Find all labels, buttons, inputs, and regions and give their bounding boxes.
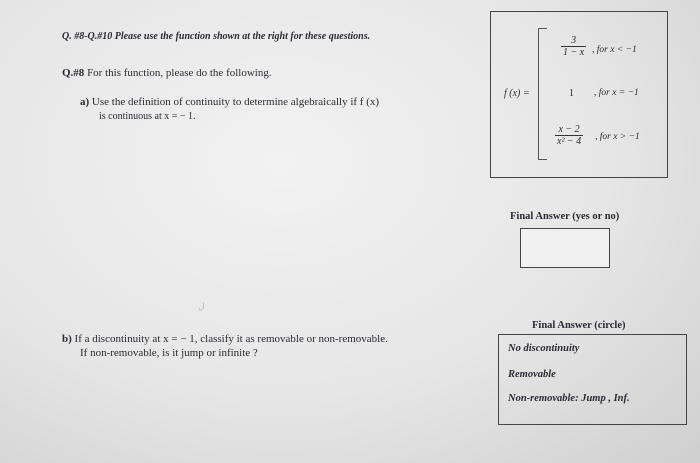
option-no-discontinuity[interactable]: No discontinuity [508, 343, 580, 354]
part-a-label: a) [80, 96, 90, 108]
piece-3-numerator: x − 2 [555, 124, 583, 136]
final-answer-2-box [498, 334, 687, 425]
piece-3-condition: , for x > −1 [595, 132, 640, 142]
part-b-text-1: If a discontinuity at x = − 1, classify it as removable or non-removable. [74, 333, 388, 345]
piece-3-denominator: x² − 4 [557, 136, 582, 147]
part-b-line-1 [62, 333, 388, 345]
part-a-line-1 [80, 96, 379, 108]
option-removable[interactable]: Removable [508, 369, 556, 380]
part-b-line-2: If non-removable, is it jump or infinite ? [80, 347, 258, 359]
piece-1-numerator: 3 [561, 35, 586, 47]
part-b-label: b) [62, 333, 72, 345]
piece-2-condition: , for x = −1 [594, 88, 639, 98]
part-a-text-1: Use the definition of continuity to determine algebraically if f (x) [91, 96, 380, 108]
question-8 [62, 67, 272, 79]
piece-1-denominator: 1 − x [563, 47, 585, 58]
piece-1-condition: , for x < −1 [592, 45, 637, 55]
option-non-removable[interactable]: Non-removable: Jump , Inf. [508, 393, 630, 404]
final-answer-1-label: Final Answer (yes or no) [510, 211, 620, 222]
part-a-line-2: is continuous at x = − 1. [99, 111, 196, 122]
function-name: f (x) = [504, 88, 530, 99]
piece-2-value: 1 [569, 88, 574, 99]
function-definition-box [490, 11, 668, 178]
final-answer-2-label: Final Answer (circle) [532, 320, 626, 331]
question-header: Q. #8-Q.#10 Please use the function shown at the right for these questions. [62, 31, 371, 42]
final-answer-1-box[interactable] [520, 228, 610, 268]
piece-1-fraction [561, 35, 586, 58]
question-8-text: For this function, please do the following. [87, 67, 272, 79]
piece-3-fraction [555, 124, 583, 147]
question-8-number: Q.#8 [62, 67, 85, 79]
piecewise-brace [538, 28, 547, 160]
stray-pencil-mark: ل [198, 301, 205, 311]
